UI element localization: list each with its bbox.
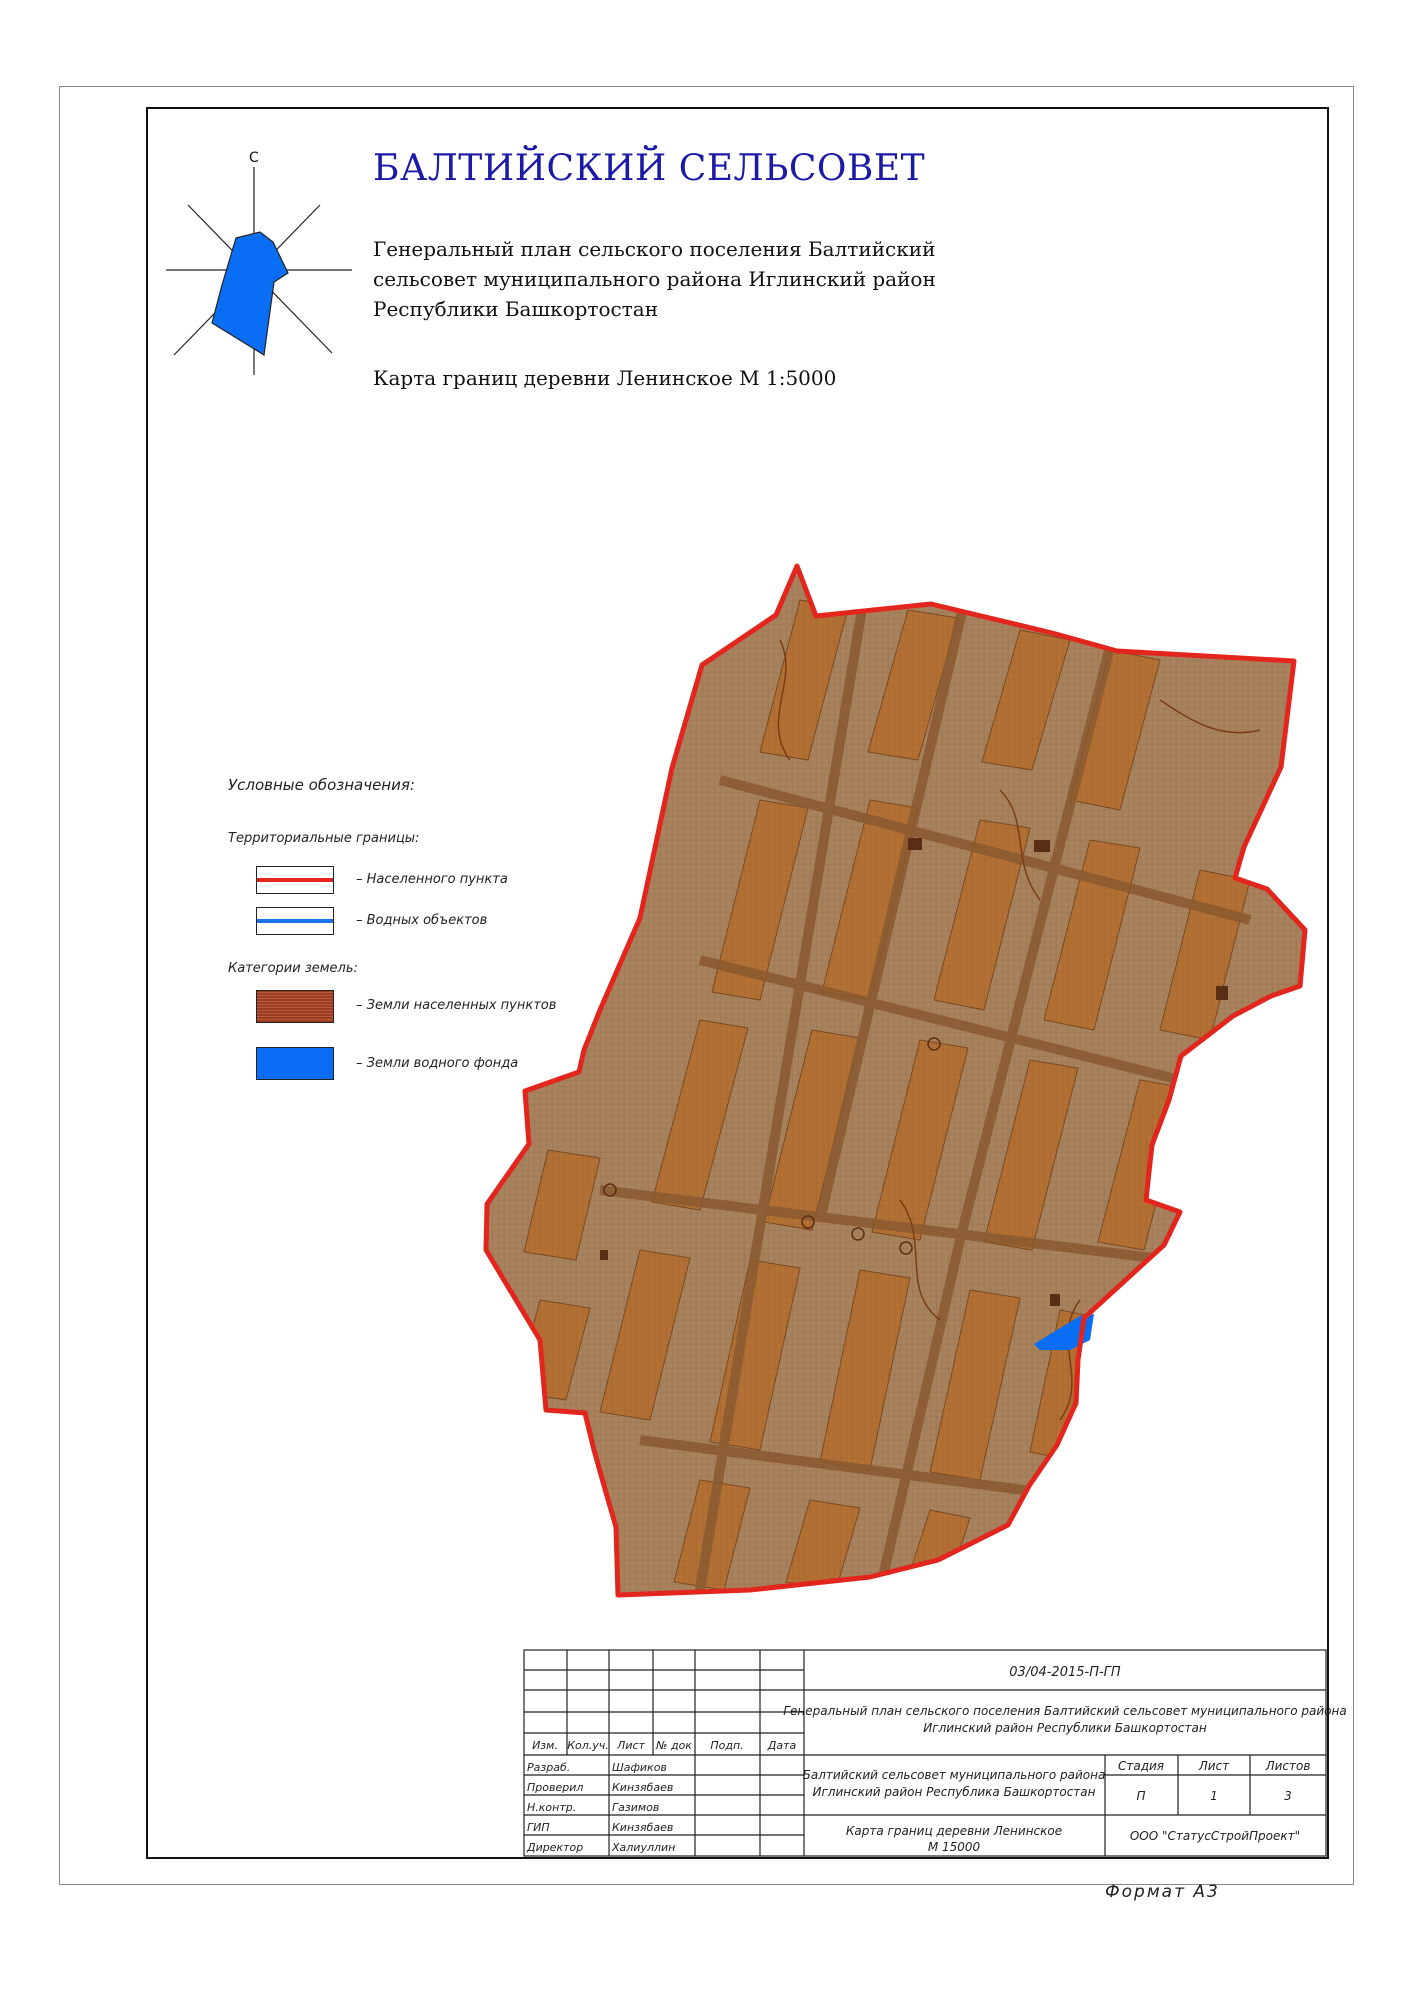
sig-role-5: Директор <box>527 1841 584 1854</box>
object-line-1: Балтийский сельсовет муниципального района <box>802 1768 1106 1782</box>
sig-name-3: Газимов <box>612 1801 660 1814</box>
sheets-value: 3 <box>1284 1789 1292 1803</box>
sig-role-4: ГИП <box>527 1821 550 1834</box>
legend-label-water-boundary: – Водных объектов <box>356 913 488 928</box>
stage-label: Стадия <box>1117 1759 1165 1773</box>
page-title: БАЛТИЙСКИЙ СЕЛЬСОВЕТ <box>373 148 926 189</box>
sig-name-4: Кинзябаев <box>612 1821 674 1834</box>
header-col-data: Дата <box>767 1739 797 1752</box>
sheet-format: Формат А3 <box>1105 1882 1220 1902</box>
project-title-line-1: Генеральный план сельского поселения Балтийский сельсовет муниципального района <box>783 1704 1347 1718</box>
project-title-line-2: Иглинский район Республики Башкортостан <box>923 1721 1207 1735</box>
subtitle-line-3: Республики Башкортостан <box>373 297 659 321</box>
organization-name: ООО "СтатусСтройПроект" <box>1129 1829 1301 1843</box>
legend-title: Условные обозначения: <box>228 776 415 794</box>
subtitle-line-1: Генеральный план сельского поселения Балтийский <box>373 237 936 261</box>
subtitle-line-2: сельсовет муниципального района Иглинский район <box>373 267 936 291</box>
map-caption: Карта границ деревни Ленинское М 1:5000 <box>373 366 837 390</box>
sheet-label: Лист <box>1198 1759 1230 1773</box>
legend-categories-heading: Категории земель: <box>228 961 358 976</box>
sig-name-5: Халиуллин <box>612 1841 676 1854</box>
sig-name-2: Кинзябаев <box>612 1781 674 1794</box>
sig-role-3: Н.контр. <box>527 1801 577 1814</box>
sig-role-1: Разраб. <box>527 1761 571 1774</box>
doc-code: 03/04-2015-П-ГП <box>1009 1665 1121 1680</box>
sig-name-1: Шафиков <box>612 1761 667 1774</box>
sheets-label: Листов <box>1265 1759 1311 1773</box>
legend-label-water-land: – Земли водного фонда <box>356 1056 519 1071</box>
sig-role-2: Проверил <box>527 1781 584 1794</box>
sheet-value: 1 <box>1210 1789 1218 1803</box>
north-label: С <box>249 150 259 166</box>
legend-label-settlement-land: – Земли населенных пунктов <box>356 998 557 1013</box>
header-col-podp: Подп. <box>710 1739 744 1752</box>
stage-value: П <box>1136 1789 1146 1803</box>
sheet-title-line-2: М 15000 <box>927 1840 981 1854</box>
sheet-title-line-1: Карта границ деревни Ленинское <box>845 1824 1063 1838</box>
header-col-izm: Изм. <box>532 1739 558 1752</box>
header-col-ndok: № док <box>656 1739 692 1752</box>
legend-boundaries-heading: Территориальные границы: <box>228 831 420 846</box>
legend-label-settlement-boundary: – Населенного пункта <box>356 872 508 887</box>
header-col-list: Лист <box>617 1739 645 1752</box>
header-col-koluch: Кол.уч. <box>567 1739 609 1752</box>
object-line-2: Иглинский район Республика Башкортостан <box>812 1785 1096 1799</box>
